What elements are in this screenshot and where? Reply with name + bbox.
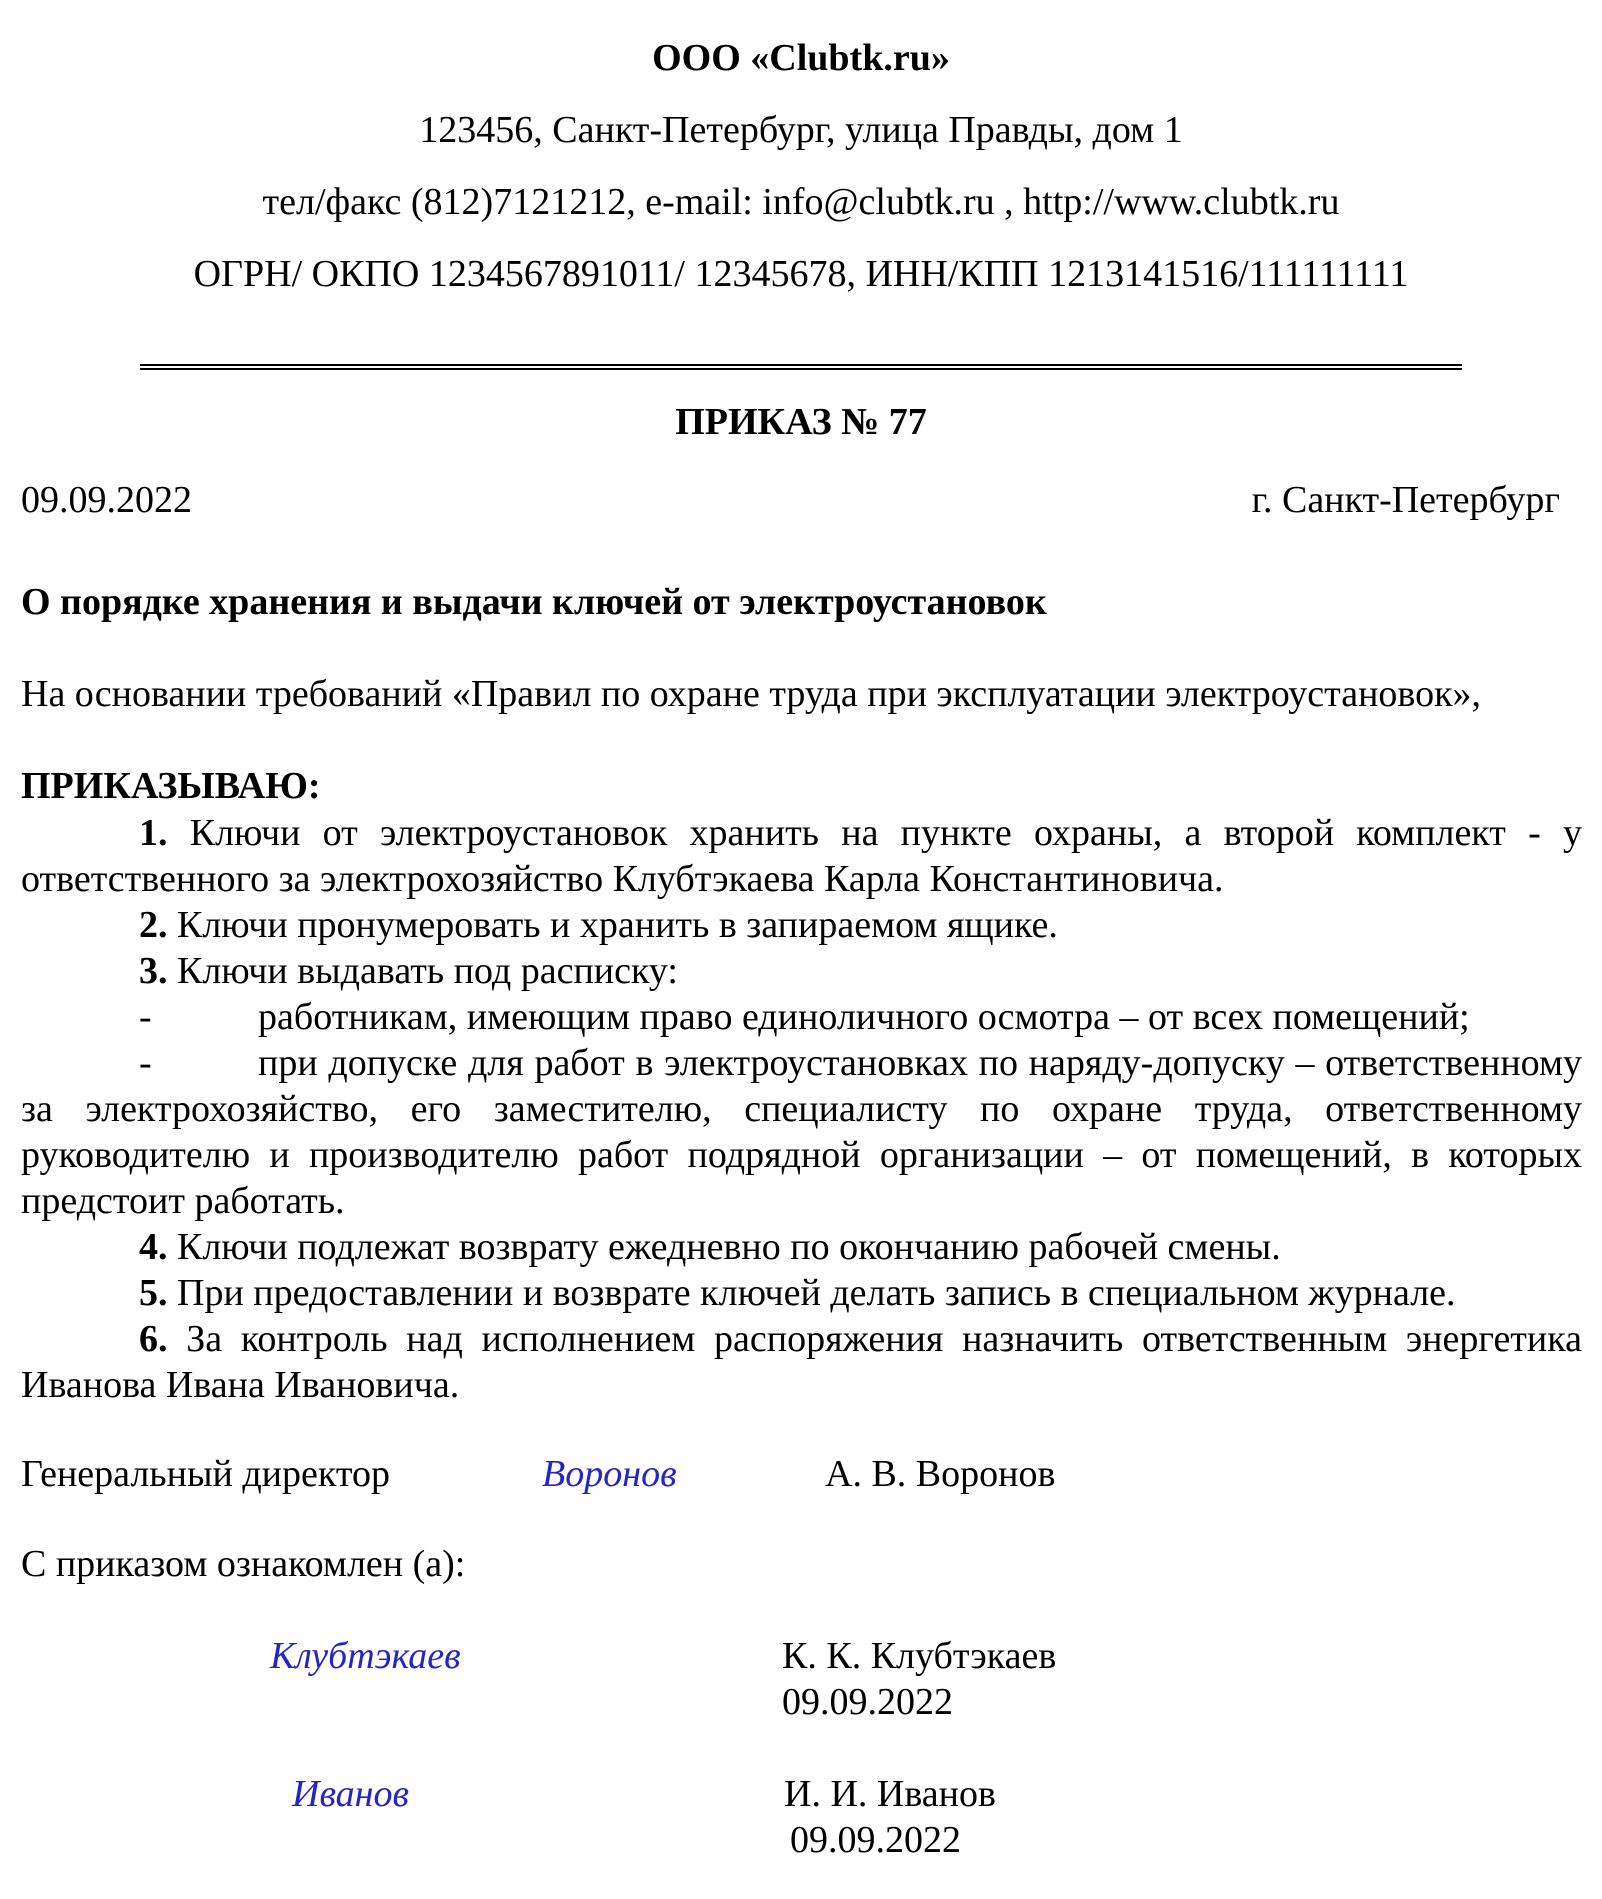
ack-signature-1: Клубтэкаев (270, 1635, 461, 1677)
order-item-4 (21, 1224, 1582, 1270)
item-number: 5. (139, 1272, 168, 1314)
order-date: 09.09.2022 (21, 479, 192, 521)
item-text: Ключи от электроустановок хранить на пункте охраны, а второй комплект - у ответственного за электрохозяйство Клубтэкаева Карла Константиновича. (21, 812, 1582, 900)
subitem-text: работникам, имеющим право единоличного осмотра – от всех помещений; (258, 996, 1470, 1038)
order-command: ПРИКАЗЫВАЮ: (21, 765, 321, 807)
letterhead-divider (140, 364, 1462, 370)
company-address: 123456, Санкт-Петербург, улица Правды, дом 1 (419, 109, 1183, 151)
order-basis: На основании требований «Правил по охране труда при эксплуатации электроустановок», (21, 673, 1482, 715)
item-text: Ключи подлежат возврату ежедневно по окончанию рабочей смены. (167, 1226, 1281, 1268)
item-number: 6. (139, 1318, 168, 1360)
director-position: Генеральный директор (21, 1453, 390, 1495)
dash-bullet: - (139, 1042, 152, 1084)
item-text: За контроль над исполнением распоряжения назначить ответственным энергетика Иванова Ивана Ивановича. (21, 1318, 1582, 1406)
order-title: ПРИКАЗ № 77 (675, 401, 927, 443)
subitem-text: при допуске для работ в электроустановках по наряду-допуску – ответственному за электрохозяйство, его заместителю, специалисту по охране труда, ответственному руководителю и производителю работ подрядной организации – от помещений, в которых предстоит работать. (21, 1042, 1582, 1222)
ack-date-1: 09.09.2022 (782, 1681, 953, 1723)
item-number: 1. (139, 812, 168, 854)
order-item-2 (21, 902, 1582, 948)
item-text: Ключи пронумеровать и хранить в запираемом ящике. (167, 904, 1058, 946)
item-number: 2. (139, 904, 168, 946)
ack-date-2: 09.09.2022 (790, 1819, 961, 1861)
order-city: г. Санкт-Петербург (1251, 479, 1560, 521)
company-contacts: тел/факс (812)7121212, e-mail: info@clubtk.ru , http://www.clubtk.ru (262, 181, 1340, 223)
company-registration: ОГРН/ ОКПО 1234567891011/ 12345678, ИНН/КПП 1213141516/111111111 (193, 253, 1409, 295)
item-text: При предоставлении и возврате ключей делать запись в специальном журнале. (167, 1272, 1456, 1314)
ack-name-1: К. К. Клубтэкаев (782, 1635, 1057, 1677)
director-name: А. В. Воронов (825, 1453, 1056, 1495)
order-item-1 (21, 810, 1582, 902)
director-signature: Воронов (542, 1453, 677, 1495)
order-item-6 (21, 1316, 1582, 1408)
order-subject: О порядке хранения и выдачи ключей от электроустановок (21, 581, 1047, 623)
order-item-5 (21, 1270, 1582, 1316)
item-number: 3. (139, 950, 168, 992)
item-text: Ключи выдавать под расписку: (167, 950, 678, 992)
acknowledgement-label: С приказом ознакомлен (а): (21, 1543, 466, 1585)
dash-bullet: - (139, 996, 152, 1038)
order-item-3 (21, 948, 1582, 994)
company-name: ООО «Clubtk.ru» (652, 37, 950, 79)
ack-signature-2: Иванов (292, 1773, 410, 1815)
item-number: 4. (139, 1226, 168, 1268)
order-subitem-1 (21, 994, 1582, 1040)
order-subitem-2 (21, 1040, 1582, 1224)
ack-name-2: И. И. Иванов (784, 1773, 996, 1815)
